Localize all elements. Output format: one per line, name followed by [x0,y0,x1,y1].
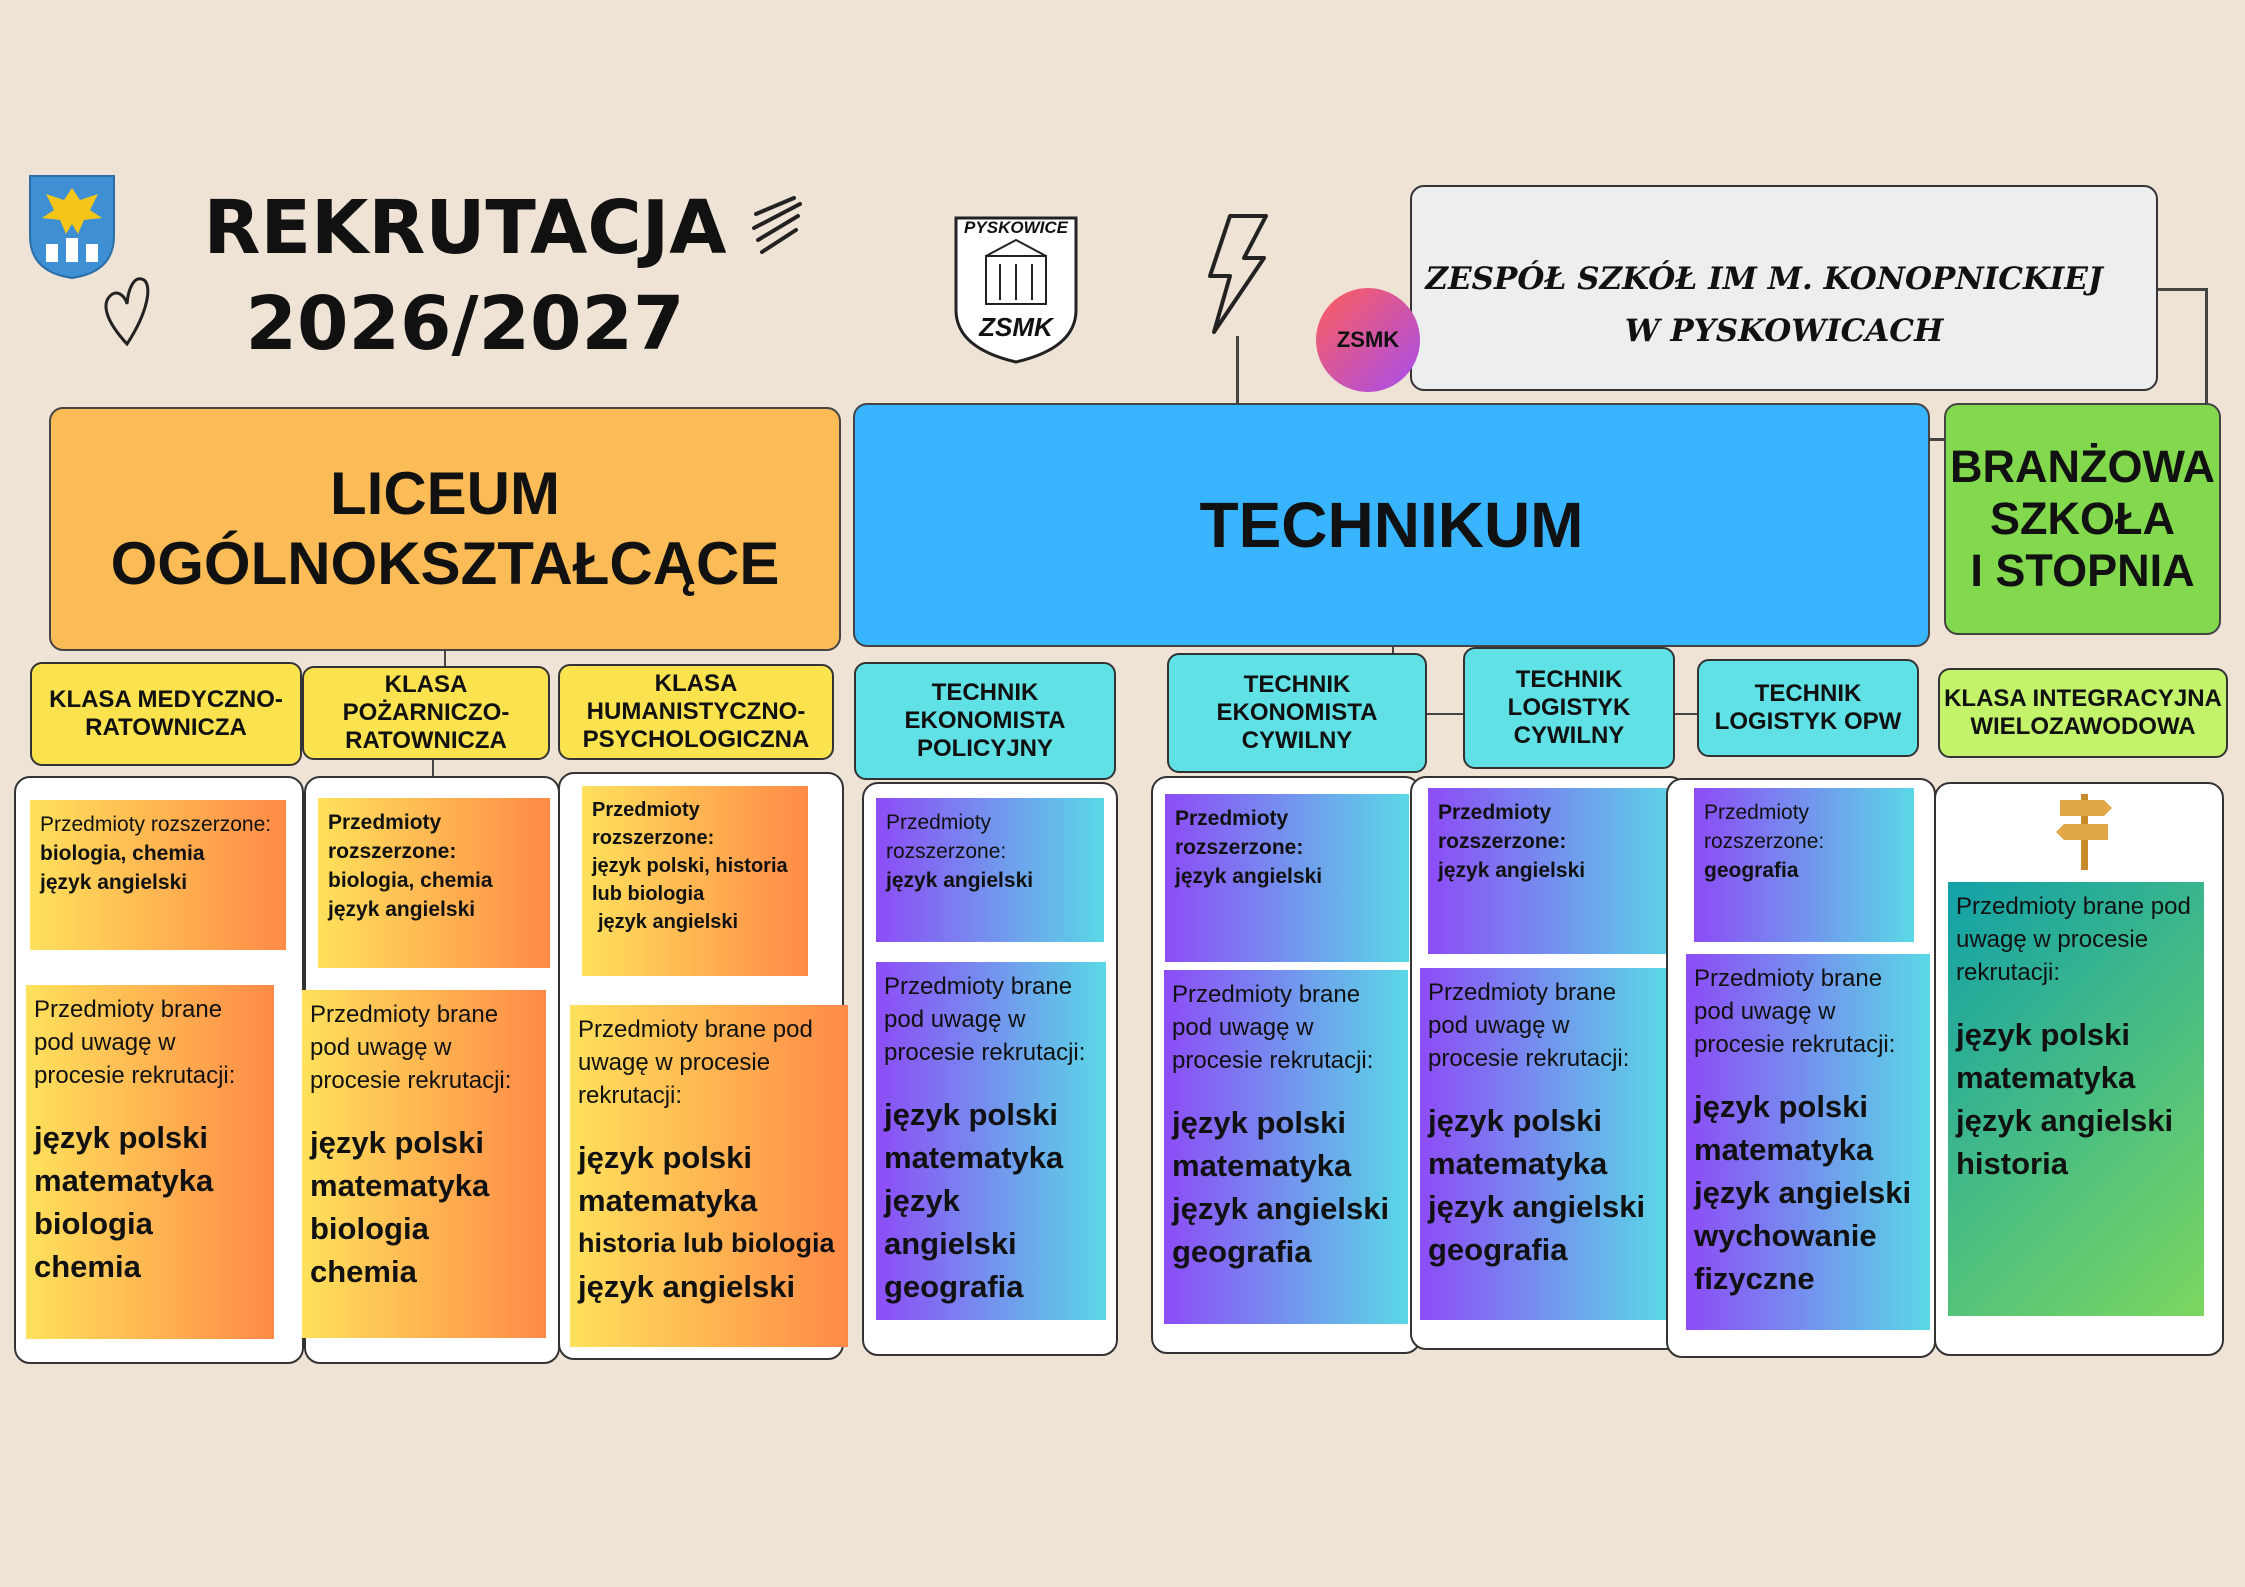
recruit-subject: matematyka [578,1183,758,1218]
class-name-ekonomista-cywilny [1167,653,1427,773]
branzowa-line-2: SZKOŁA [1990,493,2175,544]
recruit-subject: matematyka [1956,1060,2136,1095]
recruit-subjects-box [1420,968,1666,1320]
extended-subject: język angielski [328,898,476,921]
recruit-label: Przedmioty brane pod uwagę w procesie rekrutacji: [1694,965,1896,1058]
recruit-subject: geografia [884,1269,1024,1304]
recruit-subjects-box [876,962,1106,1320]
extended-label: Przedmioty rozszerzone: [1438,801,1567,853]
extended-subject: język angielski [40,871,188,894]
class-name-line: POLICYJNY [916,735,1053,762]
recruit-subject: język angielski [1428,1189,1646,1224]
extended-subjects-box [30,800,286,950]
recruit-subject: język angielski [1956,1103,2174,1138]
extended-subject: biologia, chemia [40,842,205,865]
class-name-line: POŻARNICZO- [342,699,510,726]
recruit-subject: wychowanie [1694,1218,1877,1253]
class-name-logistyk-cywilny [1463,647,1675,769]
class-name-ekonomista-policyjny [854,662,1116,780]
recruit-subject: język polski [310,1125,485,1160]
extended-subjects-box [1165,794,1409,962]
recruit-subject: matematyka [34,1163,214,1198]
recruit-label: Przedmioty brane pod uwagę w procesie rekrutacji: [884,973,1086,1066]
recruit-subject: matematyka [1172,1148,1352,1183]
extended-subject: biologia, chemia [328,869,493,892]
recruit-subject: język angielski [578,1269,796,1304]
recruit-subject: fizyczne [1694,1261,1815,1296]
class-name-line: EKONOMISTA [1216,699,1378,726]
extended-label: Przedmioty rozszerzone: [328,811,457,863]
recruit-subject: matematyka [884,1140,1064,1175]
title-line-2: 2026/2027 [245,281,685,367]
class-name-line: EKONOMISTA [904,707,1066,734]
liceum-line-1: LICEUM [330,460,560,527]
extended-subjects-box [582,786,808,976]
recruit-subject: język polski [1428,1103,1603,1138]
connector-line [1675,713,1697,715]
page-title [200,180,730,372]
class-name-humanistyczno [558,664,834,760]
recruit-subject: biologia [310,1211,429,1246]
technikum-box [853,403,1930,647]
title-line-1: REKRUTACJA [203,185,727,271]
class-name-line: RATOWNICZA [85,714,247,741]
class-name-line: TECHNIK [1515,666,1623,693]
class-name-line: RATOWNICZA [345,727,507,754]
class-name-pozarniczo [302,666,550,760]
class-name-line: TECHNIK [1243,671,1351,698]
liceum-box [49,407,841,651]
extended-subjects-box [1694,788,1914,942]
school-name-box [1410,185,2158,391]
signpost-icon [2054,790,2114,872]
recruit-subject: język [884,1183,960,1218]
class-name-logistyk-opw [1697,659,1919,757]
recruit-subject: język polski [578,1140,753,1175]
extended-subject: język angielski [1175,865,1323,888]
branzowa-box [1944,403,2221,635]
class-name-line: KLASA MEDYCZNO- [49,686,283,713]
branzowa-line-1: BRANŻOWA [1950,441,2215,492]
class-name-line: WIELOZAWODOWA [1970,713,2196,740]
extended-subject: język angielski [598,911,739,933]
recruit-label: Przedmioty brane pod uwagę w procesie rekrutacji: [1428,979,1630,1072]
liceum-line-2: OGÓLNOKSZTAŁCĄCE [110,530,780,597]
class-name-line: HUMANISTYCZNO- [586,698,806,725]
class-name-line: KLASA [654,670,738,697]
class-name-line: PSYCHOLOGICZNA [582,726,810,753]
branzowa-line-3: I STOPNIA [1970,545,2195,596]
recruit-subject: matematyka [1428,1146,1608,1181]
recruit-subject: biologia [34,1206,153,1241]
coat-of-arms-icon [28,174,116,280]
connector-line [1427,713,1465,715]
extended-label: Przedmioty rozszerzone: [1175,807,1304,859]
extended-label: Przedmioty rozszerzone: [592,799,715,849]
recruit-subjects-box [26,985,274,1339]
connector-line [2156,288,2208,291]
logo-bottom-text: ZSMK [979,312,1053,342]
recruit-subjects-box [1948,882,2204,1316]
class-name-line: KLASA [384,671,468,698]
zsmk-badge: ZSMK [1316,288,1420,392]
class-name-line: KLASA INTEGRACYJNA [1944,685,2222,712]
extended-subjects-box [1428,788,1682,954]
recruit-label: Przedmioty brane pod uwagę w procesie rekrutacji: [578,1016,813,1109]
recruit-subject: język angielski [1694,1175,1912,1210]
school-name-line-1: ZESPÓŁ SZKÓŁ IM M. KONOPNICKIEJ [1425,261,2103,297]
lightning-icon [1200,212,1272,336]
scribble-icon [750,194,804,258]
recruit-subject: angielski [884,1226,1017,1261]
recruit-subject: geografia [1428,1232,1568,1267]
extended-subject: język angielski [1438,859,1586,882]
recruit-subject: matematyka [310,1168,490,1203]
extended-label: Przedmioty rozszerzone: [1704,801,1825,853]
school-logo [952,214,1080,366]
recruit-subject: chemia [34,1249,141,1284]
recruit-subject: geografia [1172,1234,1312,1269]
extended-label: Przedmioty rozszerzone: [886,811,1007,863]
recruit-subject: język polski [34,1120,209,1155]
extended-subjects-box [876,798,1104,942]
recruit-subject: chemia [310,1254,417,1289]
extended-label: Przedmioty rozszerzone: [40,813,272,836]
class-name-line: CYWILNY [1513,722,1625,749]
recruit-subject: język polski [1956,1017,2131,1052]
logo-top-text: PYSKOWICE [964,218,1068,237]
recruit-label: Przedmioty brane pod uwagę w procesie rekrutacji: [34,996,236,1089]
recruit-subject: język polski [1694,1089,1869,1124]
extended-subjects-box [318,798,550,968]
recruit-subjects-box [1686,954,1930,1330]
recruit-subject: historia lub biologia [578,1228,835,1258]
class-name-line: LOGISTYK [1507,694,1631,721]
recruit-subjects-box [302,990,546,1338]
recruit-label: Przedmioty brane pod uwagę w procesie rekrutacji: [1956,893,2191,986]
recruit-subject: matematyka [1694,1132,1874,1167]
class-name-line: LOGISTYK OPW [1714,708,1902,735]
technikum-label: TECHNIKUM [1199,489,1584,561]
recruit-label: Przedmioty brane pod uwagę w procesie rekrutacji: [1172,981,1374,1074]
class-name-line: CYWILNY [1241,727,1353,754]
class-name-line: TECHNIK [931,679,1039,706]
extended-subject: język polski, historia lub biologia [592,855,788,905]
recruit-subjects-box [570,1005,848,1347]
class-name-medyczno [30,662,302,766]
extended-subject: język angielski [886,869,1034,892]
recruit-subject: język angielski [1172,1191,1390,1226]
extended-subject: geografia [1704,859,1799,882]
class-name-line: TECHNIK [1754,680,1862,707]
heart-icon [100,268,154,348]
recruit-label: Przedmioty brane pod uwagę w procesie rekrutacji: [310,1001,512,1094]
class-name-integracyjna [1938,668,2228,758]
recruit-subject: język polski [884,1097,1059,1132]
recruit-subject: historia [1956,1146,2068,1181]
recruit-subject: język polski [1172,1105,1347,1140]
school-name-line-2: W PYSKOWICACH [1624,313,1944,349]
recruit-subjects-box [1164,970,1408,1324]
